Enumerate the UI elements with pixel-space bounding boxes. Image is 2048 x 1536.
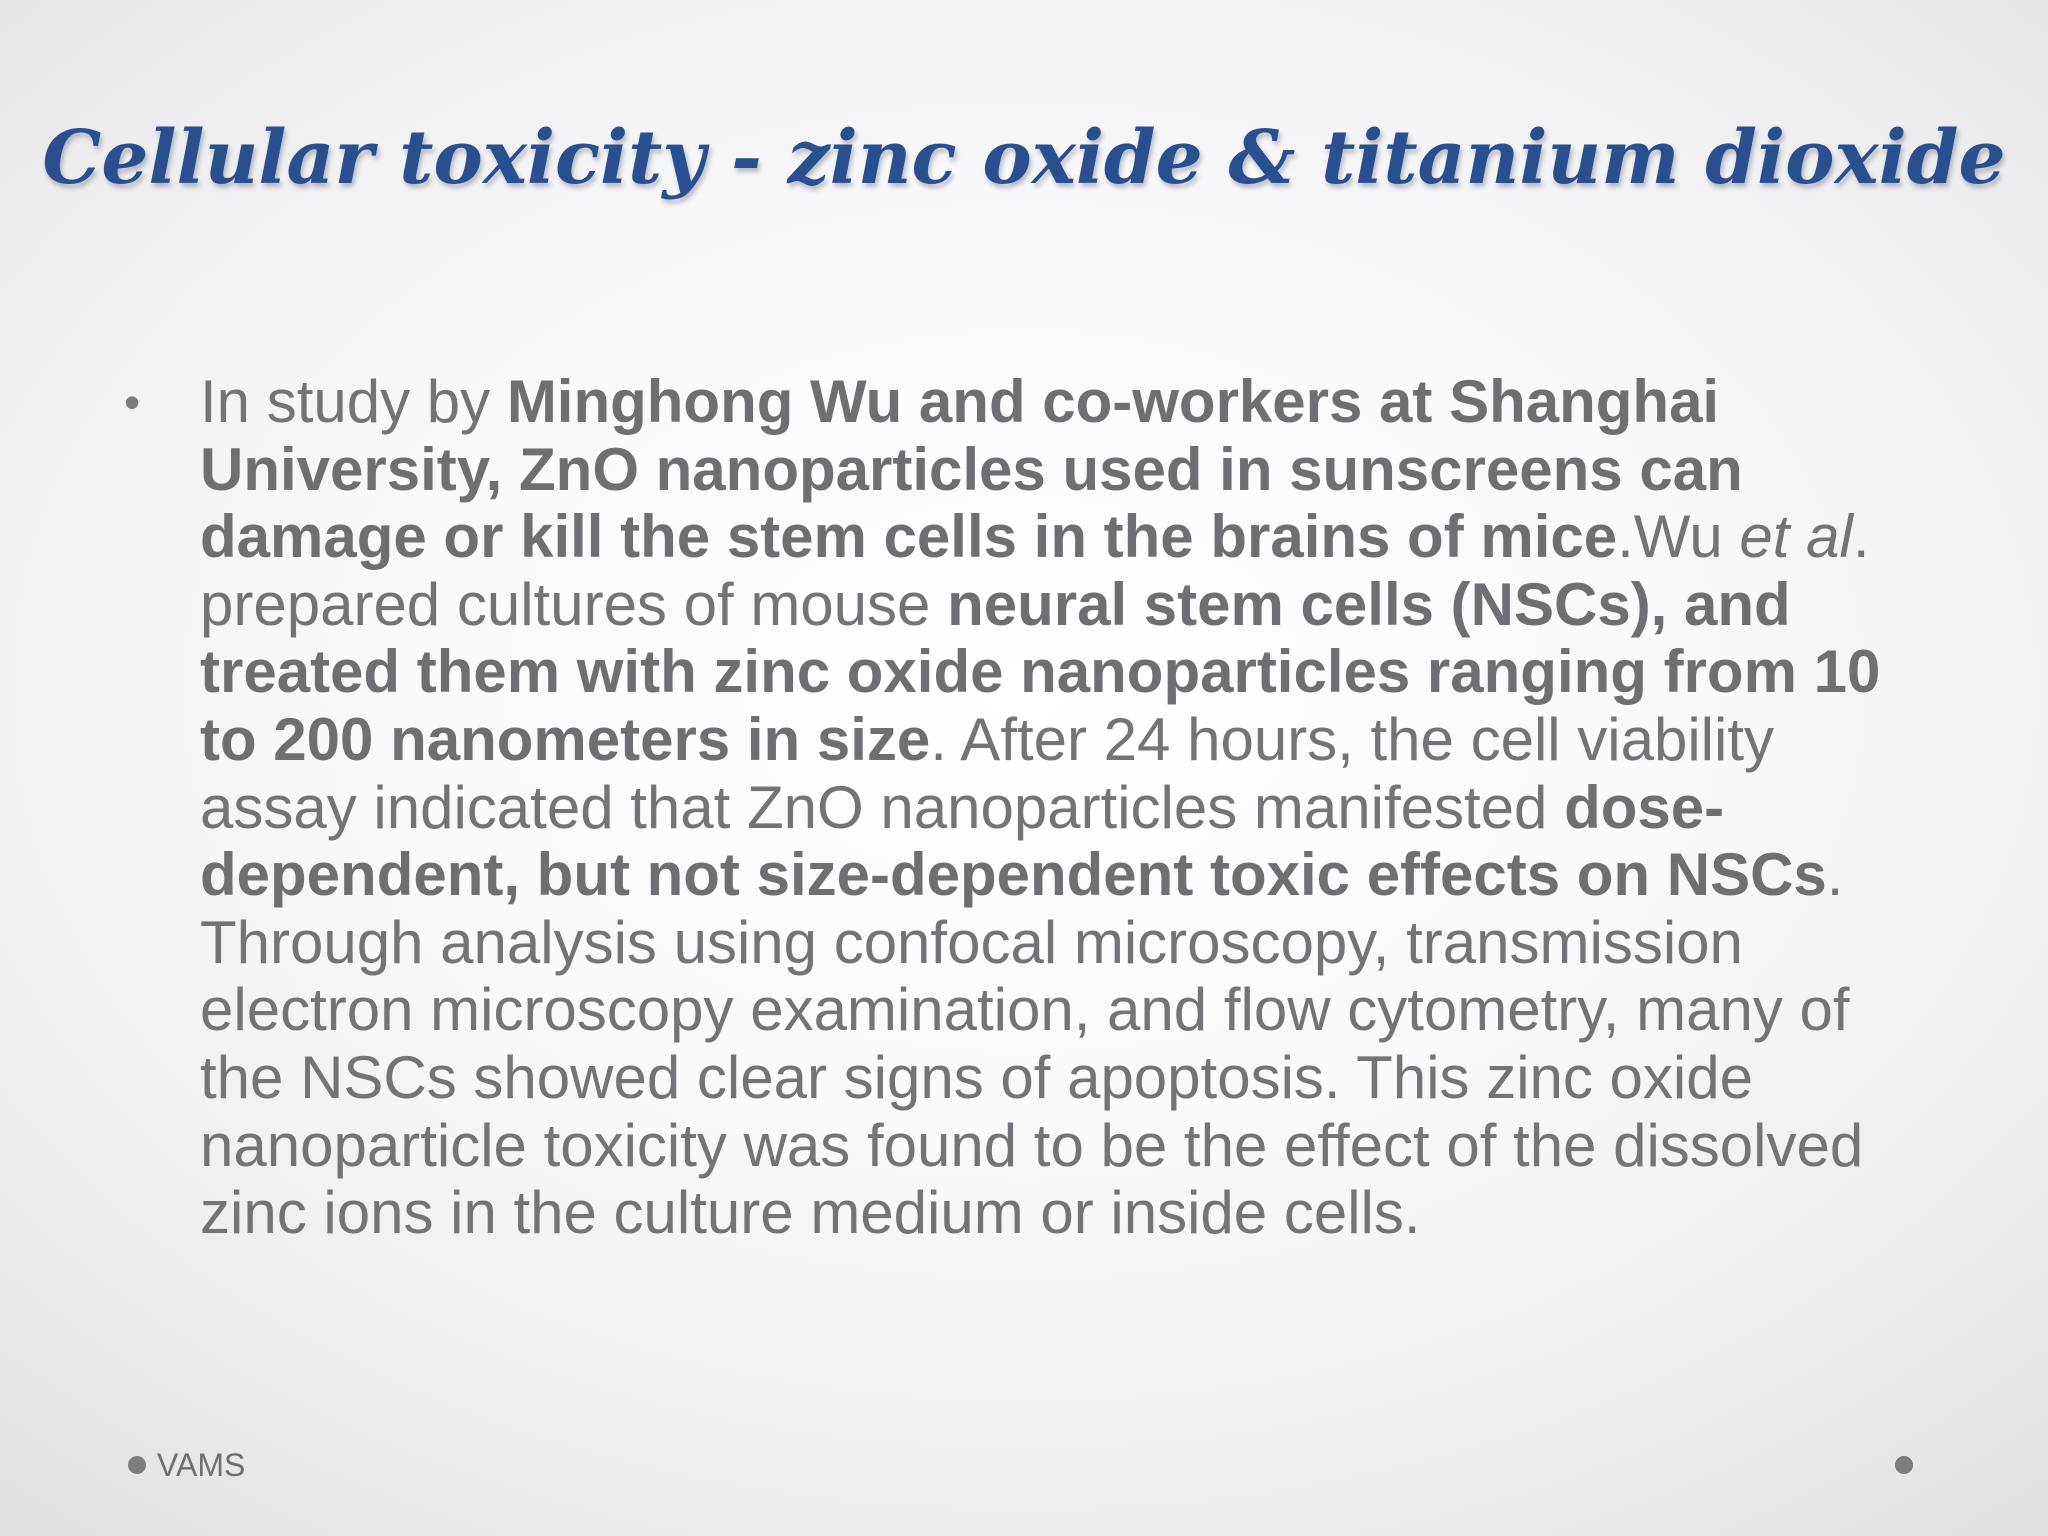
body-bold-segment-2: neural stem cells (NSCs), and treated them with zinc oxide nanoparticles ranging from 10 to 200 nanometers in size	[200, 570, 1881, 773]
body-bold-segment-3: dose-dependent, but not size-dependent toxic effects on NSCs	[200, 773, 1827, 909]
bullet-marker: •	[124, 376, 141, 428]
body-bold-segment-1: Minghong Wu and co-workers at Shanghai University, ZnO nanoparticles used in sunscreens can damage or kill the stem cells in the brains of mice	[200, 368, 1743, 571]
body-segment-1: In study by	[200, 368, 507, 435]
bullet-list	[0, 368, 2048, 1247]
footer-dot-left-icon	[128, 1456, 146, 1474]
body-italic-segment: et al	[1739, 503, 1853, 571]
body-segment-2: .Wu	[1617, 503, 1740, 571]
bullet-item	[124, 368, 1890, 1247]
footer-label: VAMS	[157, 1447, 246, 1483]
body-segment-5: . Through analysis using confocal microscopy, transmission electron microscopy examination, and flow cytometry, many of the NSCs showed clear signs of apoptosis. This zinc oxide nanoparticle toxicity was found to be the effect of the dissolved zinc ions in the culture medium or inside cells.	[200, 841, 1864, 1247]
body-segment-3: . prepared cultures of mouse	[200, 503, 1870, 638]
footer-dot-right-icon	[1895, 1456, 1913, 1474]
body-segment-4: . After 24 hours, the cell viability assay indicated that ZnO nanoparticles manifested	[200, 705, 1775, 841]
bullet-text	[200, 368, 1890, 1247]
slide-title: Cellular toxicity - zinc oxide & titanium dioxide	[42, 115, 2006, 201]
